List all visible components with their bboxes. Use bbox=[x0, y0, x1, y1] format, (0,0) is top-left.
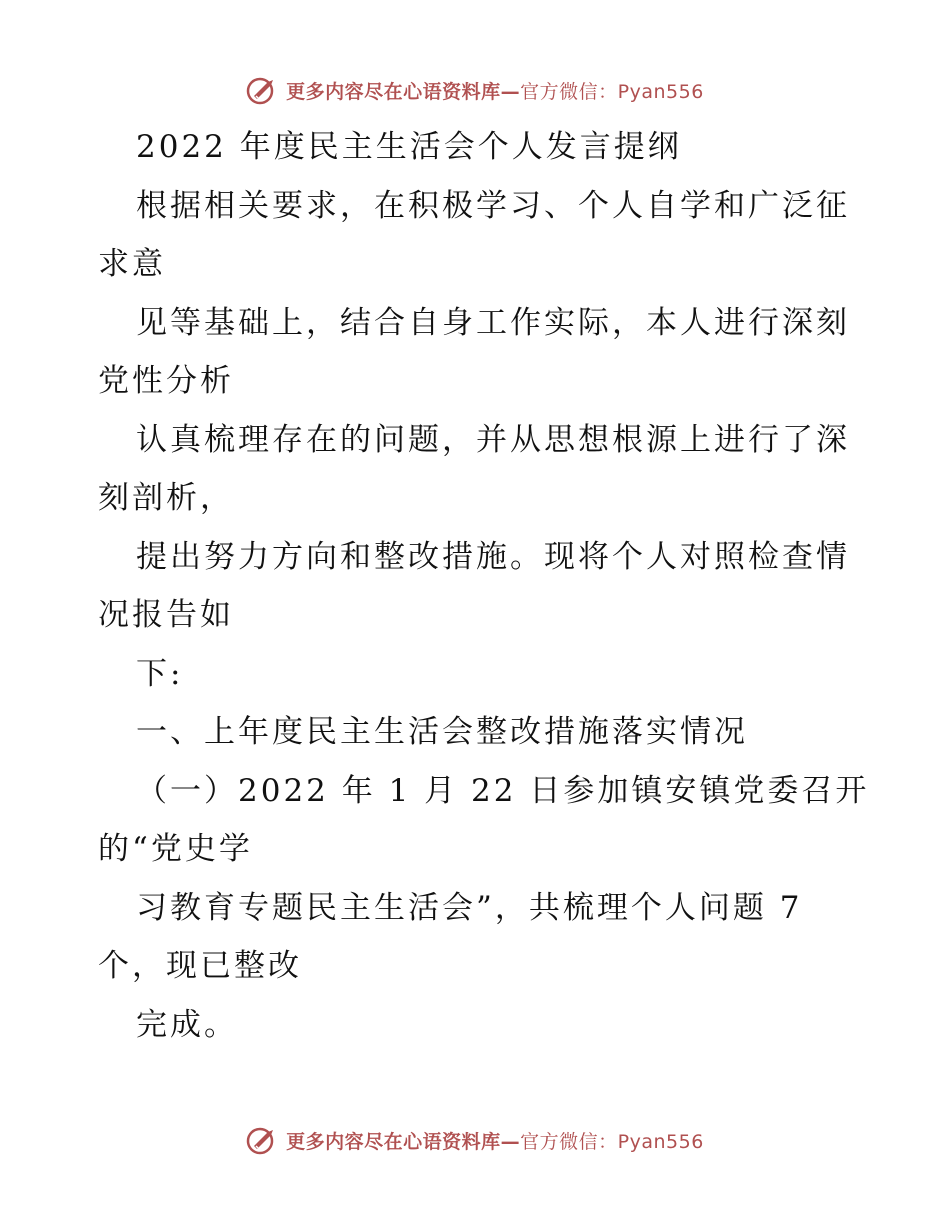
doc-line: 党性分析 bbox=[98, 363, 234, 399]
watermark-text: 更多内容尽在心语资料库—官方微信：Pyan556 bbox=[286, 1130, 704, 1153]
doc-line: 习教育专题民主生活会”，共梳理个人问题 7 bbox=[136, 889, 803, 926]
doc-line: 根据相关要求，在积极学习、个人自学和广泛征 bbox=[136, 187, 850, 224]
pen-seal-logo-icon bbox=[246, 74, 278, 106]
doc-line: 下: bbox=[136, 655, 184, 692]
doc-title: 2022 年度民主生活会个人发言提纲 bbox=[136, 129, 682, 165]
doc-line: 认真梳理存在的问题，并从思想根源上进行了深 bbox=[136, 421, 850, 458]
doc-line: 提出努力方向和整改措施。现将个人对照检查情 bbox=[136, 538, 850, 575]
section-heading: 一、上年度民主生活会整改措施落实情况 bbox=[136, 714, 748, 750]
watermark-text: 更多内容尽在心语资料库—官方微信：Pyan556 bbox=[286, 80, 704, 103]
doc-line: 况报告如 bbox=[98, 597, 234, 633]
doc-line: 求意 bbox=[98, 246, 166, 282]
doc-line: 的“党史学 bbox=[98, 831, 253, 867]
doc-line: 个，现已整改 bbox=[98, 948, 302, 984]
document-body bbox=[98, 118, 870, 1054]
doc-line: （一）2022 年 1 月 22 日参加镇安镇党委召开 bbox=[136, 772, 870, 809]
doc-line: 刻剖析， bbox=[98, 480, 234, 516]
doc-line: 完成。 bbox=[136, 1006, 238, 1043]
header-watermark bbox=[0, 70, 950, 110]
pen-seal-logo-icon bbox=[246, 1124, 278, 1156]
doc-line: 见等基础上，结合自身工作实际，本人进行深刻 bbox=[136, 304, 850, 341]
footer-watermark bbox=[0, 1120, 950, 1160]
